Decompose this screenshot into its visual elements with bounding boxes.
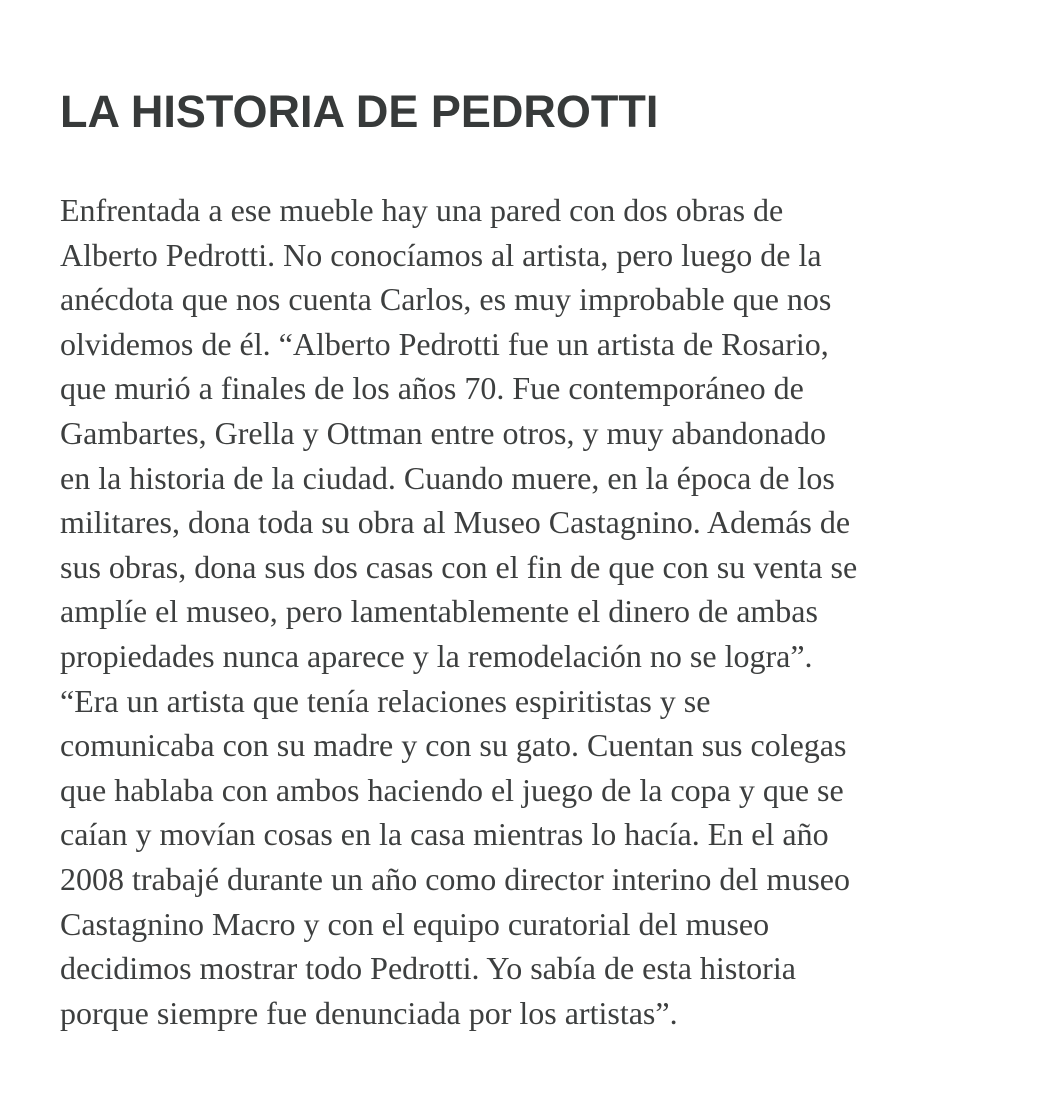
- body-line: propiedades nunca aparece y la remodelación no se logra”.: [60, 637, 813, 674]
- body-line: olvidemos de él. “Alberto Pedrotti fue un artista de Rosario,: [60, 325, 829, 362]
- body-line: que hablaba con ambos haciendo el juego de la copa y que se: [60, 771, 844, 808]
- body-line: 2008 trabajé durante un año como director interino del museo: [60, 860, 850, 897]
- body-line: Alberto Pedrotti. No conocíamos al artista, pero luego de la: [60, 236, 822, 273]
- body-line: porque siempre fue denunciada por los artistas”.: [60, 994, 678, 1031]
- body-line: Castagnino Macro y con el equipo curatorial del museo: [60, 905, 770, 942]
- body-line: “Era un artista que tenía relaciones espiritistas y se: [60, 682, 711, 719]
- body-line: en la historia de la ciudad. Cuando muere, en la época de los: [60, 459, 835, 496]
- article-body: [60, 188, 1010, 1035]
- body-line: Gambartes, Grella y Ottman entre otros, y muy abandonado: [60, 414, 826, 451]
- article-title: LA HISTORIA DE PEDROTTI: [60, 86, 659, 137]
- body-line: decidimos mostrar todo Pedrotti. Yo sabía de esta historia: [60, 950, 796, 987]
- body-line: anécdota que nos cuenta Carlos, es muy improbable que nos: [60, 281, 832, 318]
- body-line: sus obras, dona sus dos casas con el fin de que con su venta se: [60, 548, 858, 585]
- body-line: Enfrentada a ese mueble hay una pared con dos obras de: [60, 192, 784, 228]
- body-line: militares, dona toda su obra al Museo Castagnino. Además de: [60, 504, 851, 541]
- body-line: amplíe el museo, pero lamentablemente el dinero de ambas: [60, 593, 818, 630]
- body-line: comunicaba con su madre y con su gato. Cuentan sus colegas: [60, 727, 847, 764]
- body-line: que murió a finales de los años 70. Fue contemporáneo de: [60, 370, 804, 407]
- body-line: caían y movían cosas en la casa mientras lo hacía. En el año: [60, 816, 829, 853]
